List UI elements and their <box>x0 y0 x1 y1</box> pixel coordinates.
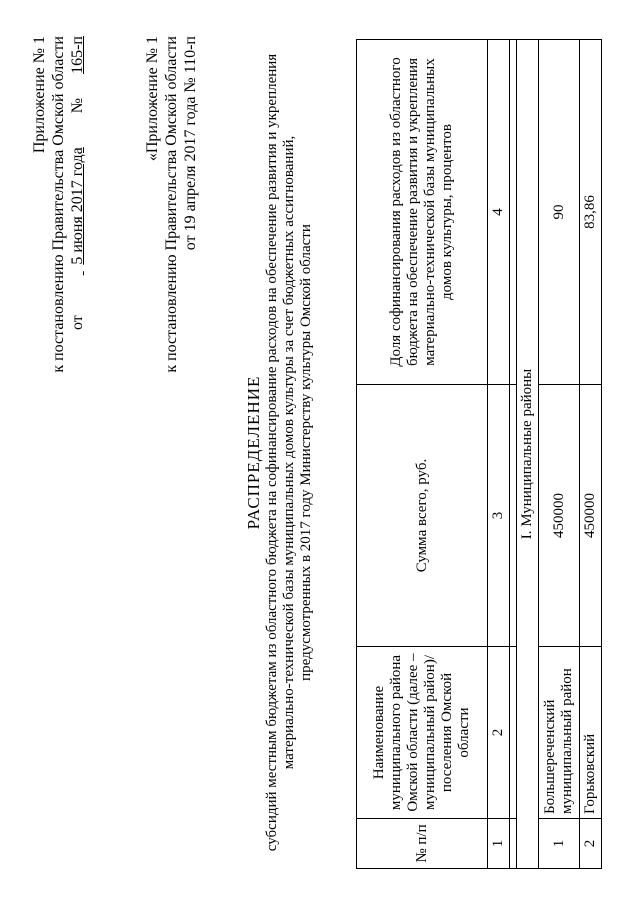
table-header-row <box>357 40 488 869</box>
row-name: Горьковский <box>580 647 602 819</box>
decree-number: 165-п <box>69 36 86 74</box>
heading-line-3: предусмотренных в 2017 году Министерству культуры Омской области <box>298 224 314 681</box>
col-number: 1 <box>488 819 510 869</box>
header-sum: Сумма всего, руб. <box>357 385 488 647</box>
double-rule-row <box>510 40 517 869</box>
number-label: № <box>69 98 86 114</box>
decree-date: 5 июня 2017 года <box>69 147 86 265</box>
col-number: 4 <box>488 40 510 385</box>
col-number: 3 <box>488 385 510 647</box>
section-row <box>517 40 539 869</box>
header-name: Наименование муниципального района Омской области (далее – муниципальный район)/ поселения Омской области <box>357 647 488 819</box>
header-share: Доля софинансирования расходов из областного бюджета на обеспечение развития и укрепления материально-технической базы муниципальных домов культуры, процентов <box>357 40 488 385</box>
heading-line-2: материально-технической базы муниципальных домов культуры за счет бюджетных ассигнований, <box>281 135 297 770</box>
table-row <box>539 40 580 869</box>
appendix-date-line <box>68 36 87 373</box>
appendix-title: Приложение № 1 <box>31 36 48 154</box>
row-share: 90 <box>539 40 580 385</box>
blank-underline <box>68 271 87 311</box>
from-label: от <box>69 315 86 331</box>
row-number: 2 <box>580 819 602 869</box>
prev-appendix-date-line: от 19 апреля 2017 года № 110-п <box>182 36 199 251</box>
appendix-decree-line: к постановлению Правительства Омской области <box>50 36 67 373</box>
appendix-previous <box>143 36 200 373</box>
distribution-table <box>356 39 602 869</box>
row-name: Большереченский муниципальный район <box>539 647 580 819</box>
heading-line-1: субсидий местным бюджетам из областного бюджета на софинансирование расходов на обеспечение развития и укрепления <box>264 53 280 852</box>
column-number-row <box>488 40 510 869</box>
table-row <box>580 40 602 869</box>
header-number: № п/п <box>357 819 488 869</box>
row-share: 83,86 <box>580 40 602 385</box>
prev-appendix-title: «Приложение № 1 <box>144 36 161 162</box>
row-sum: 450000 <box>539 385 580 647</box>
col-number: 2 <box>488 647 510 819</box>
appendix-current <box>30 36 87 373</box>
row-sum: 450000 <box>580 385 602 647</box>
document-title: РАСПРЕДЕЛЕНИЕ <box>244 375 263 530</box>
prev-appendix-decree-line: к постановлению Правительства Омской области <box>163 36 180 373</box>
section-title: I. Муниципальные районы <box>517 40 539 869</box>
document-heading <box>245 0 315 905</box>
row-number: 1 <box>539 819 580 869</box>
